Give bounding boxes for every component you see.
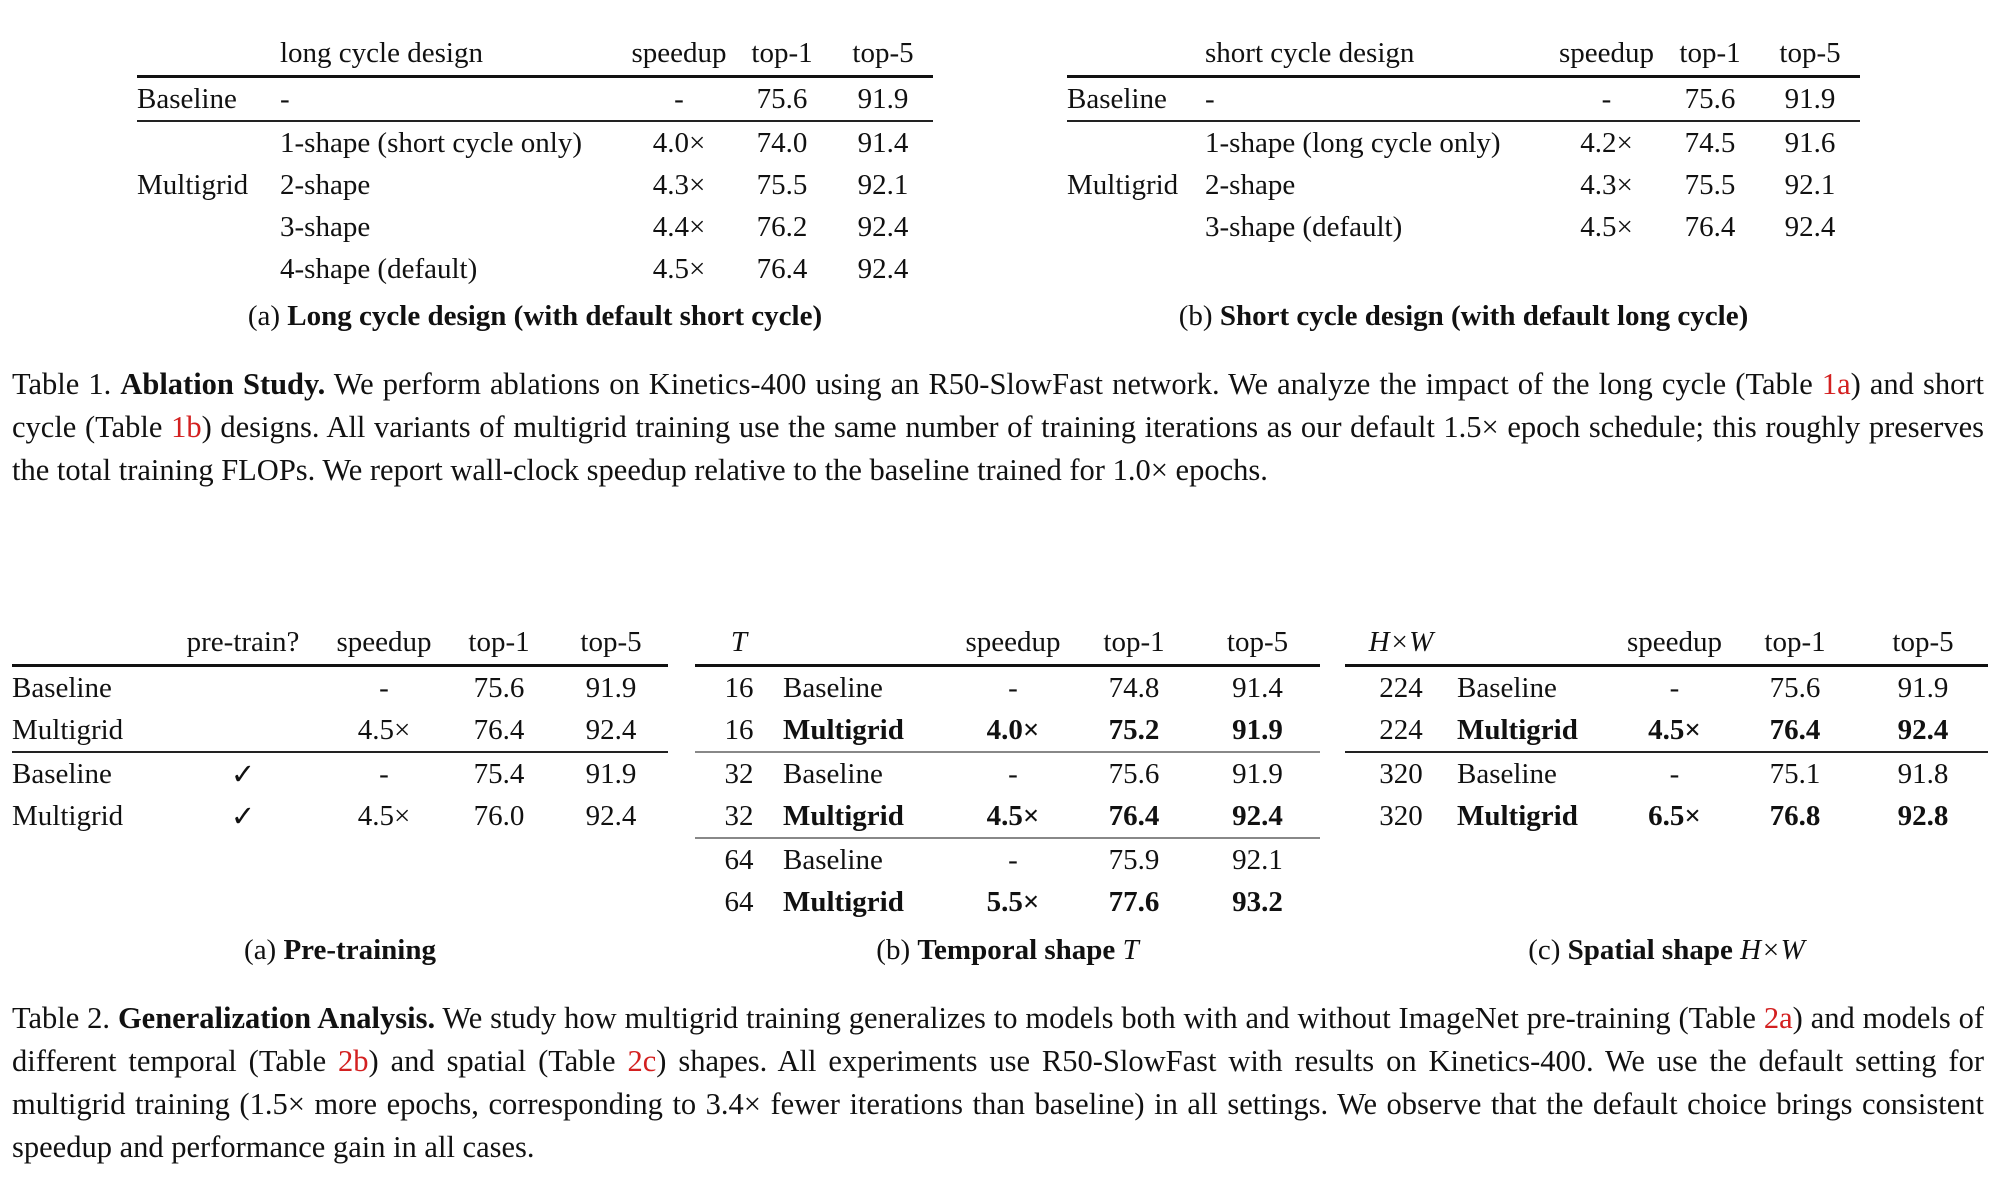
cell-speedup: 4.5× bbox=[1580, 210, 1633, 243]
cell-t: 64 bbox=[724, 843, 754, 876]
cell-speedup: 4.5× bbox=[652, 252, 706, 285]
table-row bbox=[137, 248, 933, 290]
cell-top5: 92.4 bbox=[585, 799, 637, 832]
cell-design: 1-shape (long cycle only) bbox=[1205, 126, 1501, 159]
table-ref-link[interactable]: 1b bbox=[171, 410, 202, 444]
cell-speedup: 4.5× bbox=[357, 799, 411, 832]
cell-speedup: - bbox=[379, 757, 389, 790]
caption-title: Ablation Study. bbox=[120, 367, 326, 401]
cell-speedup: 4.5× bbox=[986, 799, 1040, 832]
cell-top5: 91.4 bbox=[857, 126, 909, 159]
cell-speedup: 5.5× bbox=[986, 885, 1040, 918]
table-row bbox=[1345, 752, 1988, 795]
cell-design: 3-shape bbox=[280, 210, 371, 243]
col-header-top5: top-5 bbox=[1779, 36, 1841, 69]
cell-top1: 76.4 bbox=[473, 713, 525, 746]
table-row bbox=[137, 77, 933, 122]
col-header-pretrain: pre-train? bbox=[186, 625, 300, 658]
cell-speedup: - bbox=[1669, 671, 1680, 704]
cell-method: Multigrid bbox=[12, 799, 124, 832]
table-2a bbox=[12, 620, 668, 837]
subcaption-1a bbox=[137, 300, 933, 333]
cell-top5: 92.4 bbox=[1232, 799, 1283, 832]
cell-t: 16 bbox=[724, 713, 754, 746]
cell-top5: 91.4 bbox=[1232, 671, 1283, 704]
cell-top5: 92.4 bbox=[857, 210, 909, 243]
cell-top1: 76.8 bbox=[1769, 799, 1821, 832]
caption-text: ) shapes. All experiments use R50-SlowFast with results on Kinetics-400. We use the default setting for multigrid training (1.5× more epochs, corresponding to 3.4× fewer iterations than baseline) in all settings. We observe that the default choice brings consistent speedup and performance gain in all cases. bbox=[12, 1044, 1984, 1164]
cell-top5: 92.4 bbox=[1784, 210, 1836, 243]
header-row bbox=[137, 31, 933, 77]
col-header-speedup: speedup bbox=[1626, 625, 1723, 658]
cell-speedup: - bbox=[1601, 82, 1612, 115]
subcaption-title: Spatial shape bbox=[1567, 934, 1733, 966]
cell-t: 32 bbox=[724, 799, 754, 832]
subcaption-symbol: H×W bbox=[1740, 934, 1805, 966]
table-2b bbox=[695, 620, 1320, 923]
table-row bbox=[1345, 709, 1988, 752]
table-row bbox=[695, 666, 1320, 710]
col-header-top5: top-5 bbox=[1226, 625, 1289, 658]
checkmark-icon bbox=[162, 709, 324, 752]
cell-top1: 75.5 bbox=[1684, 168, 1736, 201]
col-header-speedup: speedup bbox=[631, 36, 727, 69]
cell-top5: 91.9 bbox=[1232, 713, 1283, 746]
caption-title: Generalization Analysis. bbox=[117, 1001, 436, 1035]
cell-method: Baseline bbox=[12, 671, 112, 704]
subcaption-2b bbox=[695, 934, 1320, 967]
col-header-t: T bbox=[730, 625, 748, 658]
cell-top5: 91.9 bbox=[857, 82, 909, 115]
cell-speedup: 4.3× bbox=[1580, 168, 1633, 201]
cell-top5: 93.2 bbox=[1232, 885, 1283, 918]
cell-top1: 75.1 bbox=[1769, 757, 1821, 790]
caption-label: Table 2. bbox=[12, 1001, 111, 1035]
cell-top5: 91.8 bbox=[1897, 757, 1949, 790]
cell-design: 3-shape (default) bbox=[1205, 210, 1403, 243]
cell-top1: 75.5 bbox=[756, 168, 808, 201]
cell-top5: 91.9 bbox=[1784, 82, 1836, 115]
subcaption-prefix: (c) bbox=[1528, 934, 1561, 966]
cell-top5: 92.1 bbox=[1784, 168, 1836, 201]
col-header-top5: top-5 bbox=[1892, 625, 1954, 658]
cell-design: 2-shape bbox=[280, 168, 371, 201]
cell-top1: 76.4 bbox=[756, 252, 808, 285]
group-label: Multigrid bbox=[1067, 168, 1179, 201]
cell-design: - bbox=[1205, 82, 1215, 115]
cell-t: 64 bbox=[724, 885, 754, 918]
col-header-top1: top-1 bbox=[1103, 625, 1165, 658]
cell-top5: 92.4 bbox=[1897, 713, 1949, 746]
table-row bbox=[695, 752, 1320, 795]
cell-method: Multigrid bbox=[783, 799, 904, 832]
table-row bbox=[12, 666, 668, 710]
cell-method: Multigrid bbox=[783, 713, 904, 746]
col-header-design: long cycle design bbox=[280, 36, 483, 69]
col-header-design: short cycle design bbox=[1205, 36, 1415, 69]
caption-text: We study how multigrid training generalizes to models both with and without ImageNet pre-training (Table bbox=[442, 1001, 1764, 1035]
caption-label: Table 1. bbox=[12, 367, 112, 401]
cell-top5: 92.1 bbox=[857, 168, 909, 201]
cell-speedup: 4.2× bbox=[1580, 126, 1633, 159]
cell-top1: 75.6 bbox=[1108, 757, 1160, 790]
caption-text: We perform ablations on Kinetics-400 using an R50-SlowFast network. We analyze the impact of the long cycle (Table bbox=[333, 367, 1822, 401]
caption-text: ) and short cycle (Table bbox=[12, 367, 1984, 444]
cell-speedup: 4.0× bbox=[652, 126, 706, 159]
cell-speedup: - bbox=[1008, 757, 1018, 790]
table-row bbox=[695, 881, 1320, 923]
table-row bbox=[695, 795, 1320, 838]
col-header-speedup: speedup bbox=[1558, 36, 1655, 69]
cell-top5: 91.9 bbox=[1897, 671, 1949, 704]
caption-text: ) designs. All variants of multigrid training use the same number of training iterations as our default 1.5× epoch schedule; this roughly preserves the total training FLOPs. We report wall-clock speedup relative to the baseline trained for 1.0× epochs. bbox=[12, 410, 1984, 487]
cell-method: Multigrid bbox=[1457, 799, 1578, 832]
cell-speedup: 6.5× bbox=[1648, 799, 1701, 832]
col-header-top5: top-5 bbox=[852, 36, 914, 69]
cell-top5: 91.9 bbox=[585, 757, 637, 790]
col-header-speedup: speedup bbox=[336, 625, 432, 658]
cell-top1: 77.6 bbox=[1108, 885, 1160, 918]
cell-hw: 224 bbox=[1379, 671, 1423, 704]
cell-top1: 74.8 bbox=[1108, 671, 1160, 704]
cell-method: Multigrid bbox=[1457, 713, 1578, 746]
cell-top1: 76.4 bbox=[1769, 713, 1821, 746]
subcaption-prefix: (a) bbox=[244, 934, 277, 966]
subcaption-1b bbox=[1067, 300, 1860, 333]
table-row bbox=[1345, 666, 1988, 710]
cell-speedup: - bbox=[1008, 671, 1018, 704]
subcaption-title: Long cycle design (with default short cycle) bbox=[287, 300, 823, 332]
table-row bbox=[137, 121, 933, 164]
subcaption-title: Short cycle design (with default long cycle) bbox=[1219, 300, 1749, 332]
subcaption-prefix: (b) bbox=[1178, 300, 1213, 332]
cell-hw: 320 bbox=[1379, 757, 1423, 790]
cell-top1: 76.4 bbox=[1684, 210, 1736, 243]
cell-top5: 91.9 bbox=[585, 671, 637, 704]
checkmark-icon bbox=[162, 666, 324, 710]
table-row bbox=[12, 752, 668, 795]
subcaption-title: Temporal shape bbox=[917, 934, 1116, 966]
cell-top5: 92.8 bbox=[1897, 799, 1949, 832]
table-row bbox=[695, 838, 1320, 881]
col-header-top5: top-5 bbox=[580, 625, 642, 658]
group-label: Multigrid bbox=[137, 168, 249, 201]
cell-top5: 91.6 bbox=[1784, 126, 1836, 159]
cell-speedup: - bbox=[1669, 757, 1680, 790]
cell-method: Baseline bbox=[783, 671, 883, 704]
cell-method: Baseline bbox=[12, 757, 112, 790]
cell-top1: 75.6 bbox=[756, 82, 808, 115]
table-1a bbox=[137, 31, 933, 290]
cell-hw: 224 bbox=[1379, 713, 1423, 746]
header-row bbox=[695, 620, 1320, 666]
row-label: Baseline bbox=[137, 82, 237, 115]
table-1b bbox=[1067, 31, 1860, 248]
subcaption-prefix: (b) bbox=[876, 934, 911, 966]
cell-t: 32 bbox=[724, 757, 754, 790]
checkmark-icon: ✓ bbox=[230, 800, 256, 833]
col-header-top1: top-1 bbox=[1679, 36, 1741, 69]
cell-top5: 92.4 bbox=[857, 252, 909, 285]
table-2c bbox=[1345, 620, 1988, 837]
header-row bbox=[1067, 31, 1860, 77]
checkmark-icon: ✓ bbox=[230, 758, 256, 791]
table-ref-link[interactable]: 2a bbox=[1763, 1001, 1793, 1035]
table-ref-link[interactable]: 1a bbox=[1821, 367, 1851, 401]
table-row bbox=[1067, 77, 1860, 122]
cell-method: Multigrid bbox=[12, 713, 124, 746]
cell-design: 4-shape (default) bbox=[280, 252, 478, 285]
col-header-top1: top-1 bbox=[468, 625, 530, 658]
cell-speedup: - bbox=[1008, 843, 1018, 876]
cell-design: 1-shape (short cycle only) bbox=[280, 126, 582, 159]
row-label: Baseline bbox=[1067, 82, 1167, 115]
col-header-top1: top-1 bbox=[751, 36, 813, 69]
cell-top5: 91.9 bbox=[1232, 757, 1283, 790]
cell-t: 16 bbox=[724, 671, 754, 704]
cell-top1: 75.6 bbox=[473, 671, 525, 704]
header-row bbox=[12, 620, 668, 666]
cell-top1: 76.0 bbox=[473, 799, 525, 832]
table-row bbox=[12, 795, 668, 837]
table2-caption bbox=[12, 997, 1984, 1169]
cell-method: Baseline bbox=[1457, 671, 1557, 704]
cell-speedup: 4.5× bbox=[1648, 713, 1701, 746]
cell-method: Multigrid bbox=[783, 885, 904, 918]
cell-top1: 75.2 bbox=[1108, 713, 1160, 746]
cell-top5: 92.1 bbox=[1232, 843, 1283, 876]
table-ref-link[interactable]: 2b bbox=[338, 1044, 369, 1078]
table-row bbox=[12, 709, 668, 752]
cell-design: 2-shape bbox=[1205, 168, 1296, 201]
cell-top1: 75.9 bbox=[1108, 843, 1160, 876]
cell-top1: 76.4 bbox=[1108, 799, 1160, 832]
cell-top1: 74.5 bbox=[1684, 126, 1736, 159]
subcaption-prefix: (a) bbox=[247, 300, 281, 332]
cell-top1: 75.6 bbox=[1684, 82, 1736, 115]
caption-text: ) and models of different temporal (Table bbox=[12, 1001, 1985, 1078]
cell-method: Baseline bbox=[783, 843, 883, 876]
cell-design: - bbox=[280, 82, 290, 115]
cell-speedup: - bbox=[674, 82, 684, 115]
cell-top1: 76.2 bbox=[756, 210, 808, 243]
caption-text: ) and spatial (Table bbox=[368, 1044, 628, 1078]
cell-top1: 75.4 bbox=[473, 757, 525, 790]
cell-top1: 74.0 bbox=[756, 126, 808, 159]
cell-top5: 92.4 bbox=[585, 713, 637, 746]
col-header-top1: top-1 bbox=[1764, 625, 1826, 658]
table-row bbox=[1067, 121, 1860, 164]
table-row bbox=[1345, 795, 1988, 837]
subcaption-symbol: T bbox=[1122, 934, 1139, 966]
table-row bbox=[695, 709, 1320, 752]
col-header-speedup: speedup bbox=[965, 625, 1061, 658]
table1-caption bbox=[12, 363, 1984, 492]
cell-method: Baseline bbox=[783, 757, 883, 790]
header-row bbox=[1345, 620, 1988, 666]
cell-method: Baseline bbox=[1457, 757, 1557, 790]
subcaption-2a bbox=[12, 934, 668, 967]
cell-speedup: 4.5× bbox=[357, 713, 411, 746]
cell-speedup: 4.0× bbox=[986, 713, 1040, 746]
cell-hw: 320 bbox=[1379, 799, 1423, 832]
col-header-hw: H×W bbox=[1368, 625, 1434, 658]
cell-speedup: - bbox=[379, 671, 389, 704]
subcaption-title: Pre-training bbox=[283, 934, 436, 966]
cell-speedup: 4.4× bbox=[652, 210, 706, 243]
cell-top1: 75.6 bbox=[1769, 671, 1821, 704]
table-ref-link[interactable]: 2c bbox=[627, 1044, 657, 1078]
subcaption-2c bbox=[1345, 934, 1988, 967]
cell-speedup: 4.3× bbox=[652, 168, 706, 201]
